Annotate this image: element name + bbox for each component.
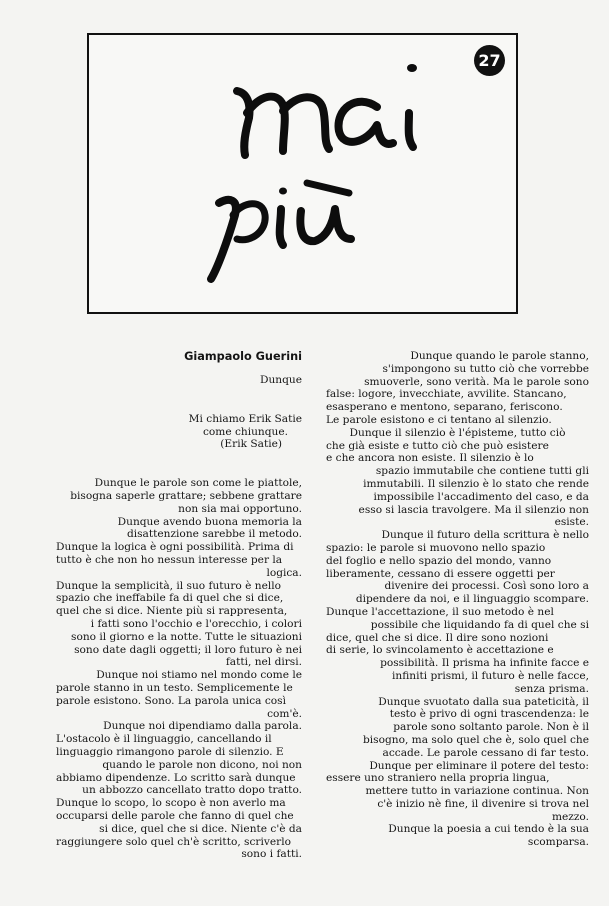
- text-line: quel che si dice. Niente più si rappresenta,: [56, 605, 288, 618]
- epigraph-line: come chiunque.: [202, 425, 288, 438]
- text-line: dice, quel che si dice. Il dire sono nozioni: [326, 631, 549, 644]
- right-column: [326, 350, 589, 849]
- epigraph-line: Mi chiamo Erik Satie: [188, 412, 302, 425]
- text-line: infiniti prismi, il futuro è nelle facce,: [392, 669, 589, 682]
- left-column: [56, 350, 302, 861]
- text-line: spazio immutabile che contiene tutti gli: [375, 465, 589, 478]
- text-line: fatti, nel dirsi.: [225, 656, 302, 669]
- text-line: non sia mai opportuno.: [178, 502, 302, 515]
- text-line: sono il giorno e la notte. Tutte le situazioni: [71, 630, 302, 643]
- text-line: che già esiste e tutto ciò che può esistere: [326, 439, 549, 452]
- author-name: Giampaolo Guerini: [184, 350, 302, 363]
- text-line: Le parole esistono e ci tentano al silenzio.: [326, 413, 552, 426]
- text-line: com'è.: [267, 707, 302, 720]
- text-line: bisogno, ma solo quel che è, solo quel che: [362, 733, 589, 746]
- text-line: essere uno straniero nella propria lingua,: [326, 772, 550, 785]
- text-line: sono date dagli oggetti; il loro futuro è nei: [74, 643, 302, 656]
- text-line: senza prisma.: [514, 682, 589, 695]
- text-line: parole esistono. Sono. La parola unica così: [56, 694, 286, 707]
- text-line: liberamente, cessano di essere oggetti per: [326, 567, 555, 580]
- text-line: del foglio e nello spazio del mondo, vanno: [326, 554, 552, 567]
- text-line: spazio che ineffabile fa di quel che si dice,: [56, 592, 284, 605]
- text-line: divenire dei processi. Così sono loro a: [384, 580, 589, 593]
- text-line: Dunque avendo buona memoria la: [117, 515, 302, 528]
- text-line: raggiungere solo quel ch'è scritto, scriverlo: [56, 835, 291, 848]
- text-line: accade. Le parole cessano di far testo.: [382, 746, 589, 759]
- text-line: Dunque quando le parole stanno,: [410, 350, 589, 362]
- epigraph-attribution: (Erik Satie): [220, 438, 282, 451]
- text-line: Dunque il futuro della scrittura è nello: [381, 529, 589, 542]
- text-line: parole sono soltanto parole. Non è il: [393, 721, 589, 734]
- text-line: Dunque la logica è ogni possibilità. Prima di: [56, 541, 294, 554]
- text-line: possibile che liquidando fa di quel che si: [370, 618, 589, 631]
- text-line: false: logore, invecchiate, avvilite. Stancano,: [326, 388, 567, 401]
- text-line: esiste.: [554, 516, 589, 529]
- text-line: tutto è che non ho nessun interesse per la: [56, 553, 283, 566]
- text-line: Dunque le parole son come le piattole,: [94, 477, 302, 490]
- text-line: Dunque lo scopo, lo scopo è non averlo ma: [56, 797, 286, 810]
- text-line: Dunque la poesia a cui tendo è la sua: [388, 823, 589, 836]
- text-line: mettere tutto in variazione continua. Non: [365, 785, 589, 798]
- text-line: scomparsa.: [527, 836, 589, 849]
- text-line: bisogna saperle grattare; sebbene grattare: [70, 489, 302, 502]
- text-line: impossibile l'accadimento del caso, e da: [373, 490, 589, 503]
- text-line: esso si lascia travolgere. Ma il silenzio non: [358, 503, 589, 516]
- text-line: logica.: [266, 566, 302, 579]
- text-line: Dunque la semplicità, il suo futuro è nello: [56, 579, 282, 592]
- text-line: immutabili. Il silenzio è lo stato che rende: [363, 477, 589, 490]
- poem-title: Dunque: [259, 374, 302, 386]
- text-line: Dunque l'accettazione, il suo metodo è nel: [326, 605, 554, 618]
- text-line: Dunque il silenzio è l'épisteme, tutto ciò: [349, 426, 566, 439]
- text-line: mezzo.: [551, 810, 589, 823]
- text-line: disattenzione sarebbe il metodo.: [126, 528, 302, 541]
- text-line: Dunque svuotato dalla sua pateticità, il: [378, 695, 589, 708]
- text-line: Dunque noi stiamo nel mondo come le: [96, 669, 302, 682]
- text-line: testo è privo di ogni trascendenza: le: [389, 708, 589, 721]
- text-line: possibilità. Il prisma ha infinite facce e: [380, 657, 589, 670]
- text-line: smuoverle, sono verità. Ma le parole sono: [364, 375, 589, 388]
- text-line: spazio: le parole si muovono nello spazio: [326, 541, 546, 554]
- handwritten-title-mai-piu: [87, 33, 518, 314]
- text-line: dipendere da noi, e il linguaggio scompare.: [355, 593, 589, 606]
- text-line: quando le parole non dicono, noi non: [102, 758, 302, 771]
- text-line: c'è inizio nè fine, il divenire si trova nel: [377, 797, 589, 810]
- page-number-badge: 27: [474, 45, 505, 76]
- text-line: abbiamo dipendenze. Lo scritto sarà dunque: [56, 771, 296, 784]
- text-line: L'ostacolo è il linguaggio, cancellando il: [56, 733, 272, 746]
- text-line: Dunque per eliminare il potere del testo:: [369, 759, 589, 772]
- text-line: i fatti sono l'occhio e l'orecchio, i colori: [90, 617, 302, 630]
- text-line: linguaggio rimangono parole di silenzio. E: [56, 745, 284, 758]
- text-line: Dunque noi dipendiamo dalla parola.: [103, 720, 302, 733]
- text-line: esasperano e mentono, separano, feriscono.: [326, 401, 563, 414]
- text-line: occuparsi delle parole che fanno di quel che: [56, 809, 294, 822]
- text-line: parole stanno in un testo. Semplicemente le: [56, 681, 293, 694]
- text-line: s'impongono su tutto ciò che vorrebbe: [382, 362, 589, 375]
- text-line: di serie, lo svincolamento è accettazione e: [326, 644, 554, 657]
- text-line: sono i fatti.: [241, 848, 302, 861]
- text-line: un abbozzo cancellato tratto dopo tratto.: [82, 784, 302, 797]
- text-line: si dice, quel che si dice. Niente c'è da: [99, 822, 302, 835]
- text-line: e che ancora non esiste. Il silenzio è lo: [326, 452, 534, 465]
